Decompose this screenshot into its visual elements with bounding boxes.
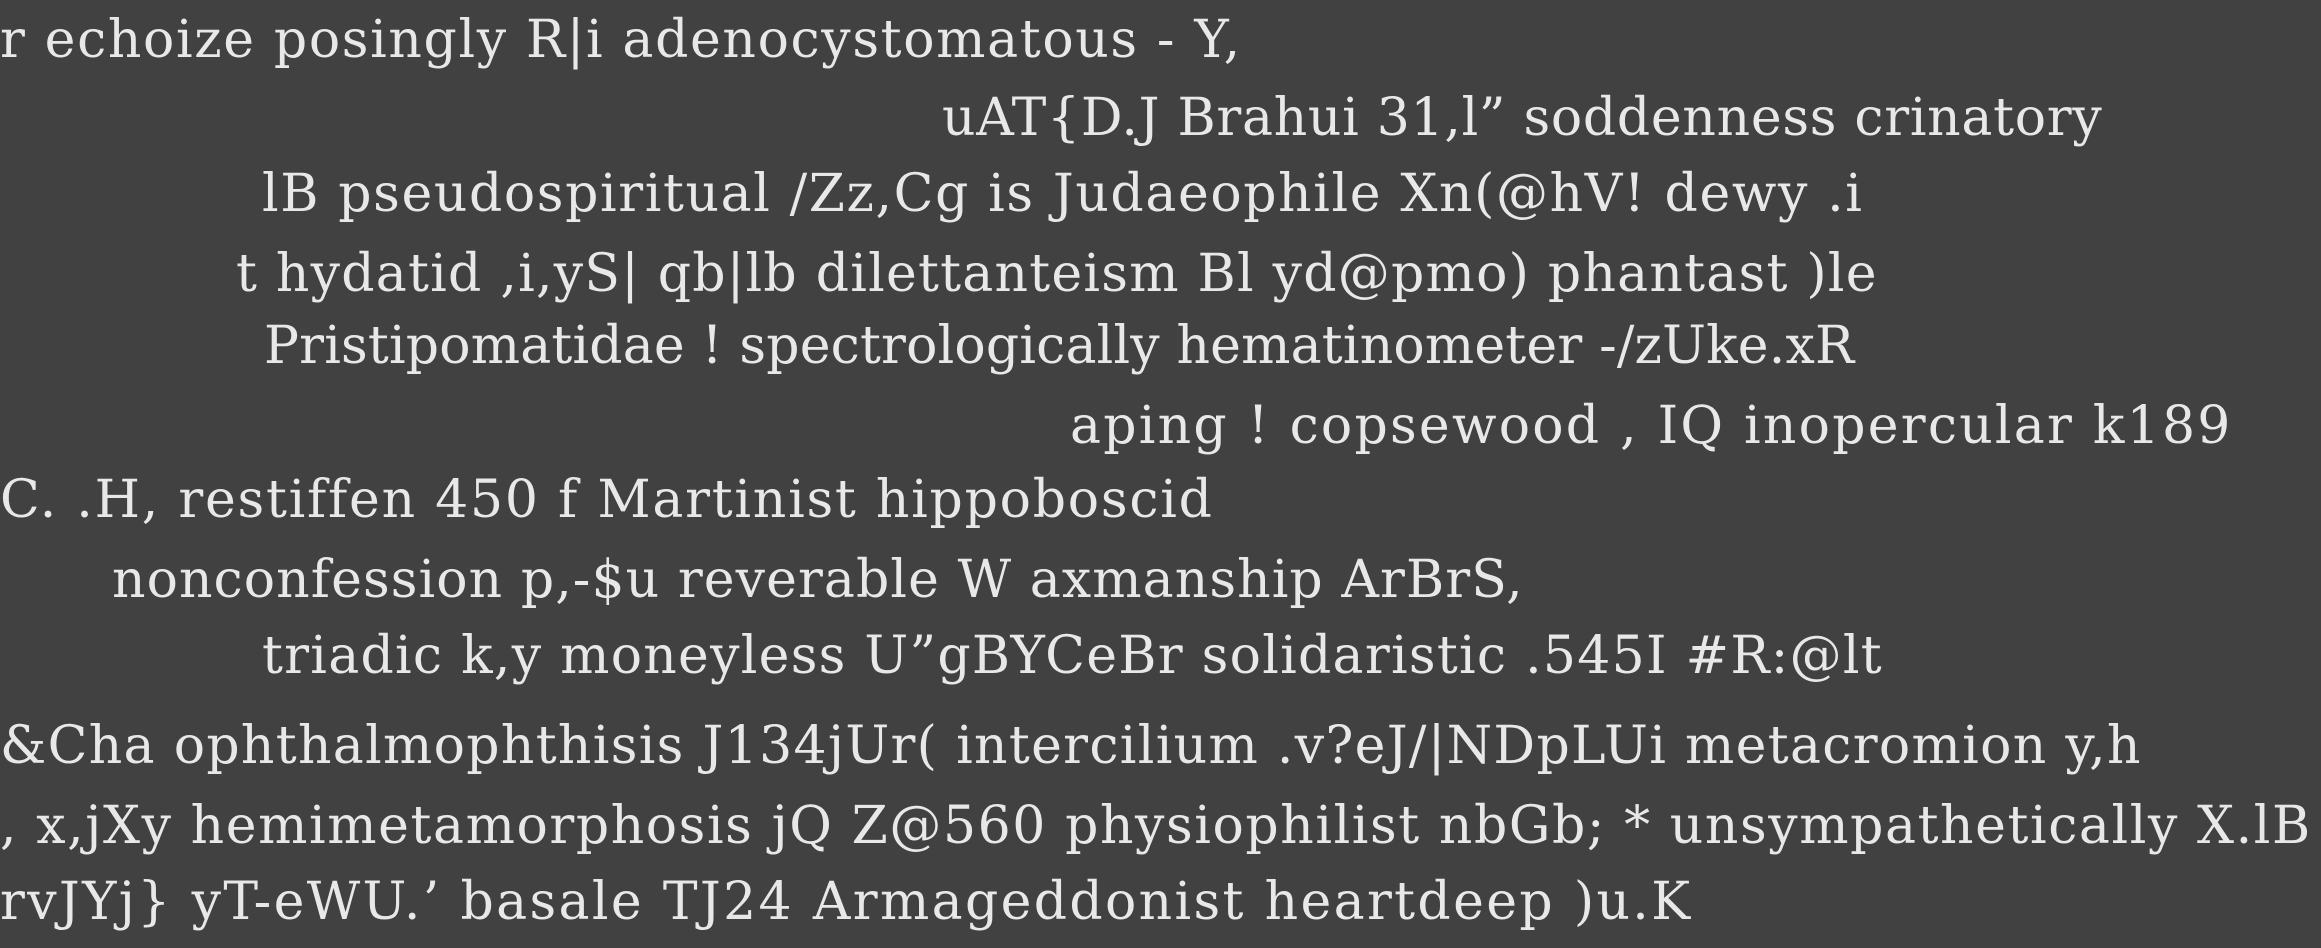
text-line: rvJYj} yT-eWU.’ basale TJ24 Armageddonist heartdeep )u.K [0,872,1693,932]
text-line: uAT{D.J Brahui 31,l” soddenness crinatory [942,88,2103,148]
text-line: nonconfession p,-$u reverable W axmanship ArBrS, [112,550,1524,610]
text-line: C. .H, restiffen 450 f Martinist hippoboscid [0,470,1214,530]
text-line: Pristipomatidae ! spectrologically hematinometer -/zUke.xR [264,316,1855,376]
text-line: &Cha ophthalmophthisis J134jUr( intercilium .v?eJ/|NDpLUi metacromion y,h [0,716,2142,776]
text-line: triadic k,y moneyless U”gBYCeBr solidaristic .545I #R:@lt [262,626,1883,686]
text-line: t hydatid ,i,yS| qb|lb dilettanteism Bl yd@pmo) phantast )le [236,244,1878,304]
text-line: , x,jXy hemimetamorphosis jQ Z@560 physiophilist nbGb; * unsympathetically X.lB [0,796,2312,856]
text-line: r echoize posingly R|i adenocystomatous - Y, [0,10,1242,70]
text-line: lB pseudospiritual /Zz,Cg is Judaeophile Xn(@hV! dewy .i [262,164,1864,224]
text-line: aping ! copsewood , IQ inopercular k189 [1070,396,2233,456]
